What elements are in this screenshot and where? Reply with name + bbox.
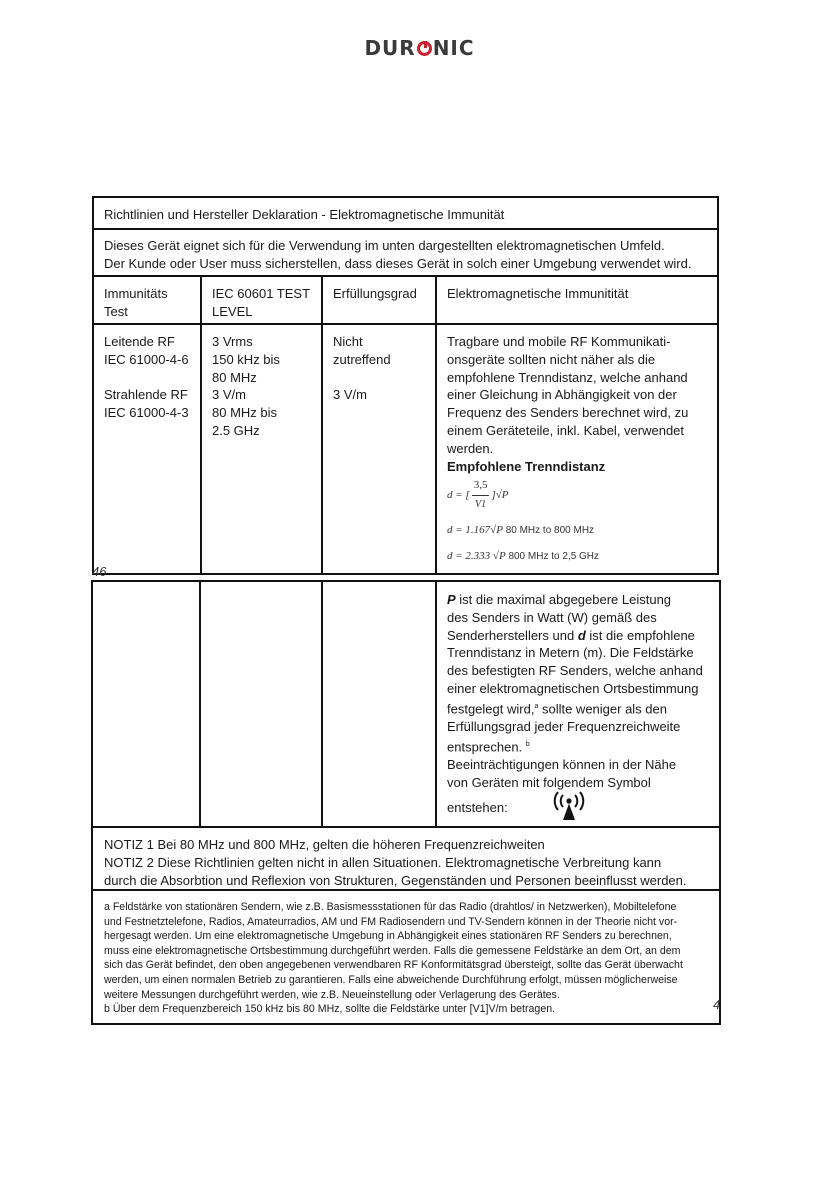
cell-immunity-text <box>437 328 717 570</box>
cell-text: sollte weniger als den <box>541 701 667 717</box>
cell-text: festgelegt wird, <box>447 701 535 717</box>
note-line: durch die Absorbtion und Reflexion von Strukturen, Gegenständen und Personen beeinflusst werden. <box>104 872 687 888</box>
cell-line: Nicht <box>333 334 363 349</box>
cell-compliance <box>323 328 437 408</box>
intro-line: Dieses Gerät eignet sich für die Verwendung im unten dargestellten elektromagnetischen Umfeld. <box>104 238 665 253</box>
cell-line: empfohlene Trenndistanz, welche anhand <box>447 369 688 385</box>
cell-line: Leitende RF <box>104 334 175 349</box>
cell-line: einem Geräteteile, inkl. Kabel, verwendet <box>447 422 685 438</box>
cell-line: 3 V/m <box>333 387 367 403</box>
header-compliance: Erfüllungsgrad <box>333 286 417 301</box>
table-title: Richtlinien und Hersteller Deklaration - Elektromagnetische Immunität <box>104 207 505 222</box>
cell-text: entsprechen. <box>447 739 523 755</box>
cell-line: Tragbare und mobile RF Kommunikati- <box>447 334 671 349</box>
cell-line: IEC 61000-4-3 <box>104 405 189 421</box>
cell-line: 3 Vrms <box>212 334 253 349</box>
header-line: Test <box>104 303 128 319</box>
cell-text: entstehen: <box>447 800 508 816</box>
cell-text: Senderherstellers und <box>447 627 575 643</box>
recommended-distance-heading: Empfohlene Trenndistanz <box>447 458 606 474</box>
footnote-ref: b <box>525 740 530 748</box>
note-line: NOTIZ 1 Bei 80 MHz und 800 MHz, gelten die höheren Frequenzreichweiten <box>104 837 545 852</box>
duronic-logo <box>0 36 839 60</box>
power-icon <box>417 41 432 56</box>
formula-range: 800 MHz to 2,5 GHz <box>508 550 600 562</box>
cell-text: ist die maximal abgegebere Leistung <box>459 592 672 607</box>
formula-800-2500 <box>447 548 709 566</box>
header-immunity-test <box>94 280 201 325</box>
formula-lhs: d = [ <box>447 489 470 502</box>
formula-rhs: ]√P <box>491 489 509 502</box>
footnote-line: a Feldstärke von stationären Sendern, wie z.B. Basismessstationen für das Radio (drahtlos/ in Netzwerken), Mobiltelefone <box>104 901 677 913</box>
note-line: NOTIZ 2 Diese Richtlinien gelten nicht in allen Situationen. Elektromagnetische Verbreitung kann <box>104 854 662 870</box>
cell-line: onsgeräte sollten nicht näher als die <box>447 351 656 367</box>
formula-80-800 <box>447 522 709 540</box>
cell-line: 80 MHz bis <box>212 405 278 421</box>
footnote-line: muss eine elektromagnetische Ortsbestimmung durchgeführt werden. Falls die gemessene Feldstärke an dem Ort, an dem <box>104 944 681 957</box>
cell-line: Strahlende RF <box>104 387 188 403</box>
footnote-line: weitere Messungen durchgeführt werden, wie z.B. Neueinstellung oder Verlagerung des Gerätes. <box>104 988 560 1001</box>
cell-line: Frequenz des Senders berechnet wird, zu <box>447 405 689 421</box>
logo-text-left: DUR <box>364 36 416 60</box>
footnote-line: und Festnetztelefone, Radios, Amateurradios, AM und FM Radiosendern und TV-Sendern können in der Theorie nicht vor- <box>104 915 678 928</box>
formula-denominator: V1 <box>475 499 487 511</box>
radiation-warning-icon <box>549 791 589 826</box>
table-intro <box>94 232 717 277</box>
cell-line: einer elektromagnetischen Ortsbestimmung <box>447 680 699 696</box>
symbol-p: P <box>447 592 456 607</box>
cell-line: 2.5 GHz <box>212 422 260 438</box>
header-iec-level <box>202 280 322 325</box>
immunity-table-top <box>92 196 719 575</box>
footnote-line: b Über dem Frequenzbereich 150 kHz bis 80 MHz, sollte die Feldstärke unter [V1]V/m betragen. <box>104 1003 556 1016</box>
cell-line: Erfüllungsgrad jeder Frequenzreichweite <box>447 718 681 734</box>
cell-line <box>447 591 711 609</box>
formula-expression: d = 1.167√P <box>447 523 503 536</box>
cell-line: Beeinträchtigungen können in der Nähe <box>447 756 677 772</box>
header-line: Immunitäts <box>104 286 168 301</box>
formula-range: 80 MHz to 800 MHz <box>505 524 595 536</box>
cell-line: IEC 61000-4-6 <box>104 351 189 367</box>
cell-line <box>447 791 711 826</box>
notes <box>93 831 719 893</box>
intro-line: Der Kunde oder User muss sicherstellen, dass dieses Gerät in solch einer Umgebung verwendet wird. <box>104 255 692 271</box>
logo-text-right: NIC <box>432 36 475 60</box>
cell-line <box>447 736 711 756</box>
footnote-line: werden, um einen normalen Betrieb zu garantieren. Falls eine abweichende Durchführung erfolgt, müssen möglicherweise <box>104 973 678 986</box>
footnote-ref: a <box>534 702 539 710</box>
header-em-immunity: Elektromagnetische Immunitität <box>447 286 629 301</box>
cell-line: des befestigten RF Senders, welche anhand <box>447 663 703 679</box>
cell-text: ist die empfohlene <box>589 627 695 643</box>
formula-expression: d = 2.333 √P <box>447 549 506 562</box>
cell-immunity-text-cont <box>437 586 719 830</box>
cell-line: zutreffend <box>333 351 391 367</box>
cell-line <box>447 627 711 645</box>
page-number-right: 4 <box>713 997 721 1012</box>
cell-test-names <box>94 328 201 426</box>
symbol-d: d <box>577 627 586 643</box>
cell-line: des Senders in Watt (W) gemäß des <box>447 609 657 625</box>
footnote-line: hergesagt werden. Um eine elektromagnetische Umgebung in Abhängigkeit eines stationären RF Senders zu berechnen, <box>104 930 672 943</box>
cell-line: Trenndistanz in Metern (m). Die Feldstärke <box>447 645 694 661</box>
cell-test-levels <box>202 328 322 444</box>
cell-line: 3 V/m <box>212 387 246 403</box>
immunity-table-bottom <box>91 580 721 1025</box>
cell-line: einer Gleichung in Abhängigkeit von der <box>447 387 677 403</box>
formula-numerator: 3,5 <box>472 477 490 496</box>
cell-line <box>447 698 711 718</box>
footnote-line: sich das Gerät befindet, den oben angegebenen verwendbaren RF Konformitätsgrad übersteigt, sollte das Gerät überwacht <box>104 959 683 972</box>
footnotes <box>93 895 719 1021</box>
cell-line: von Geräten mit folgendem Symbol <box>447 774 651 790</box>
header-line: IEC 60601 TEST <box>212 286 311 301</box>
cell-line: werden. <box>447 440 494 456</box>
formula-general <box>447 477 709 514</box>
page-number-left: 46 <box>92 564 107 579</box>
cell-line: 150 kHz bis <box>212 351 280 367</box>
cell-line: 80 MHz <box>212 369 257 385</box>
header-line: LEVEL <box>212 303 253 319</box>
